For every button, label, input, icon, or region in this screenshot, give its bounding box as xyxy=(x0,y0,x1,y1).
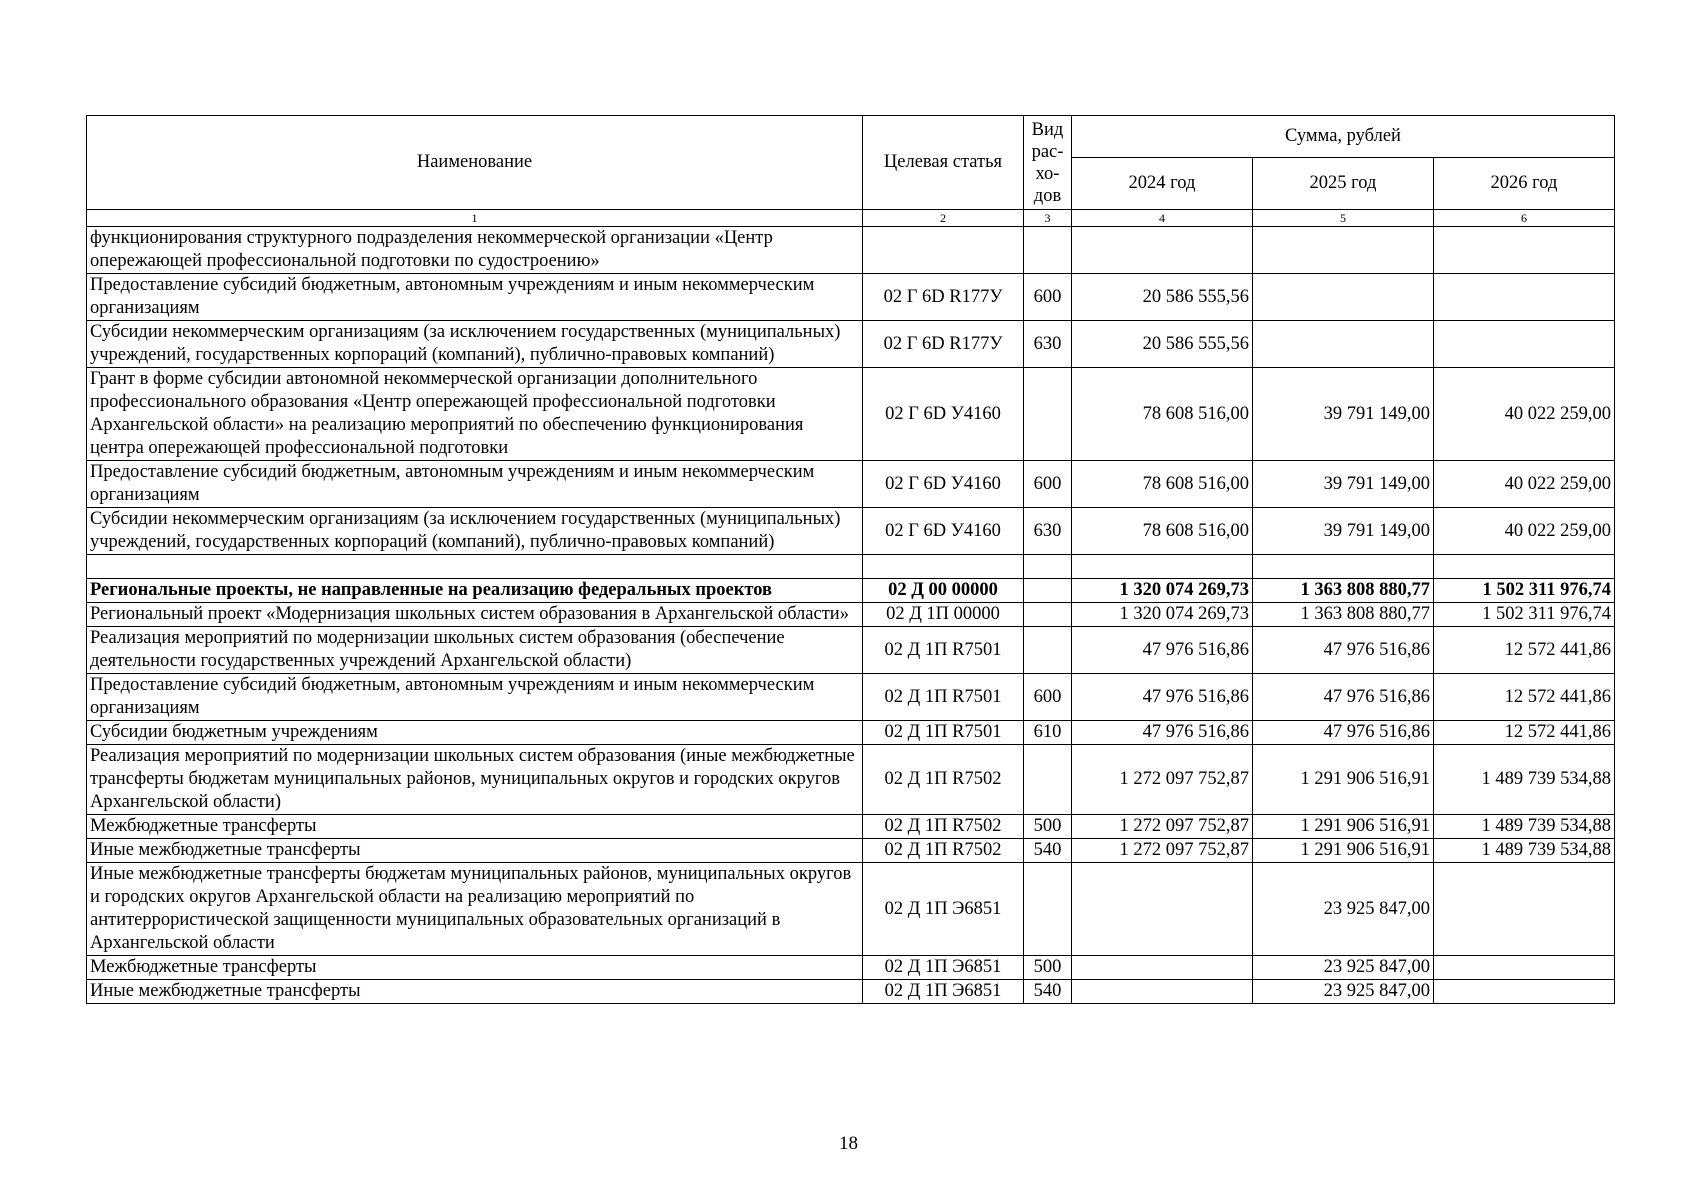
row-name: Региональный проект «Модернизация школьных систем образования в Архангельской области» xyxy=(87,603,863,627)
row-target-article: 02 Г 6D У4160 xyxy=(863,461,1024,508)
row-target-article: 02 Д 1П Э6851 xyxy=(863,956,1024,980)
table-row xyxy=(87,368,1615,461)
row-amount-2026 xyxy=(1434,274,1615,321)
row-name: Региональные проекты, не направленные на реализацию федеральных проектов xyxy=(87,579,863,603)
row-target-article xyxy=(863,227,1024,274)
row-target-article: 02 Г 6D У4160 xyxy=(863,508,1024,555)
row-amount-2026: 1 489 739 534,88 xyxy=(1434,815,1615,839)
row-expense-type: 500 xyxy=(1024,815,1072,839)
table-row xyxy=(87,627,1615,674)
row-expense-type: 600 xyxy=(1024,461,1072,508)
row-amount-2025: 1 291 906 516,91 xyxy=(1253,839,1434,863)
row-amount-2025 xyxy=(1253,227,1434,274)
table-row xyxy=(87,274,1615,321)
row-amount-2026: 1 502 311 976,74 xyxy=(1434,603,1615,627)
header-name: Наименование xyxy=(87,116,863,210)
row-amount-2024: 78 608 516,00 xyxy=(1072,461,1253,508)
page-number: 18 xyxy=(839,1133,858,1154)
row-amount-2025: 23 925 847,00 xyxy=(1253,863,1434,956)
row-amount-2026: 40 022 259,00 xyxy=(1434,508,1615,555)
table-row xyxy=(87,603,1615,627)
column-number: 1 xyxy=(87,210,863,227)
table-row xyxy=(87,508,1615,555)
row-amount-2024: 20 586 555,56 xyxy=(1072,321,1253,368)
row-amount-2026: 1 502 311 976,74 xyxy=(1434,579,1615,603)
row-expense-type: 600 xyxy=(1024,274,1072,321)
table-row xyxy=(87,555,1615,579)
table-row xyxy=(87,321,1615,368)
row-expense-type: 500 xyxy=(1024,956,1072,980)
row-expense-type xyxy=(1024,368,1072,461)
column-number: 6 xyxy=(1434,210,1615,227)
row-amount-2024: 1 320 074 269,73 xyxy=(1072,579,1253,603)
row-amount-2026: 12 572 441,86 xyxy=(1434,674,1615,721)
row-amount-2026: 12 572 441,86 xyxy=(1434,627,1615,674)
row-amount-2024 xyxy=(1072,863,1253,956)
row-target-article: 02 Д 1П R7501 xyxy=(863,674,1024,721)
row-expense-type xyxy=(1024,745,1072,815)
table-row xyxy=(87,745,1615,815)
row-amount-2026: 40 022 259,00 xyxy=(1434,368,1615,461)
row-target-article: 02 Д 1П R7502 xyxy=(863,815,1024,839)
budget-table xyxy=(86,115,1615,1004)
row-target-article: 02 Д 00 00000 xyxy=(863,579,1024,603)
table-row xyxy=(87,980,1615,1004)
row-amount-2024: 1 320 074 269,73 xyxy=(1072,603,1253,627)
row-expense-type xyxy=(1024,863,1072,956)
row-target-article: 02 Д 1П R7502 xyxy=(863,839,1024,863)
row-target-article: 02 Д 1П 00000 xyxy=(863,603,1024,627)
row-name xyxy=(87,555,863,579)
row-target-article: 02 Д 1П R7502 xyxy=(863,745,1024,815)
header-vid-line: Вид xyxy=(1031,119,1064,140)
row-amount-2025: 47 976 516,86 xyxy=(1253,674,1434,721)
row-name: Реализация мероприятий по модернизации школьных систем образования (обеспечение деятельности государственных учреждений Архангельской области) xyxy=(87,627,863,674)
row-amount-2024: 1 272 097 752,87 xyxy=(1072,745,1253,815)
row-name: Реализация мероприятий по модернизации школьных систем образования (иные межбюджетные трансферты бюджетам муниципальных районов, муниципальных округов и городских округов Архангельской области) xyxy=(87,745,863,815)
header-year-2026: 2026 год xyxy=(1434,158,1615,210)
header-expense-type xyxy=(1024,116,1072,210)
row-name: Межбюджетные трансферты xyxy=(87,815,863,839)
row-expense-type: 630 xyxy=(1024,508,1072,555)
row-amount-2024: 78 608 516,00 xyxy=(1072,508,1253,555)
row-expense-type: 610 xyxy=(1024,721,1072,745)
row-name: Предоставление субсидий бюджетным, автономным учреждениям и иным некоммерческим организациям xyxy=(87,274,863,321)
row-target-article: 02 Д 1П R7501 xyxy=(863,721,1024,745)
table-row xyxy=(87,227,1615,274)
header-row-top xyxy=(87,116,1615,158)
header-vid-line: рас- xyxy=(1031,141,1064,162)
row-amount-2024: 78 608 516,00 xyxy=(1072,368,1253,461)
row-target-article: 02 Д 1П Э6851 xyxy=(863,980,1024,1004)
table-row xyxy=(87,863,1615,956)
header-year-2025: 2025 год xyxy=(1253,158,1434,210)
row-amount-2025 xyxy=(1253,321,1434,368)
row-amount-2026 xyxy=(1434,227,1615,274)
table-row xyxy=(87,956,1615,980)
column-number: 5 xyxy=(1253,210,1434,227)
column-number: 2 xyxy=(863,210,1024,227)
row-amount-2024 xyxy=(1072,227,1253,274)
row-amount-2024: 1 272 097 752,87 xyxy=(1072,839,1253,863)
row-amount-2024: 47 976 516,86 xyxy=(1072,674,1253,721)
row-amount-2024 xyxy=(1072,555,1253,579)
row-name: Иные межбюджетные трансферты xyxy=(87,839,863,863)
row-name: Предоставление субсидий бюджетным, автономным учреждениям и иным некоммерческим организациям xyxy=(87,674,863,721)
row-target-article: 02 Г 6D R177У xyxy=(863,274,1024,321)
row-name: Иные межбюджетные трансферты xyxy=(87,980,863,1004)
row-amount-2026: 1 489 739 534,88 xyxy=(1434,745,1615,815)
header-sum: Сумма, рублей xyxy=(1072,116,1615,158)
column-number-row xyxy=(87,210,1615,227)
row-amount-2024: 1 272 097 752,87 xyxy=(1072,815,1253,839)
row-name: Субсидии бюджетным учреждениям xyxy=(87,721,863,745)
column-number: 3 xyxy=(1024,210,1072,227)
row-amount-2026 xyxy=(1434,980,1615,1004)
row-amount-2026: 40 022 259,00 xyxy=(1434,461,1615,508)
row-expense-type: 630 xyxy=(1024,321,1072,368)
row-amount-2024: 20 586 555,56 xyxy=(1072,274,1253,321)
row-name: Предоставление субсидий бюджетным, автономным учреждениям и иным некоммерческим организациям xyxy=(87,461,863,508)
header-target-article: Целевая статья xyxy=(863,116,1024,210)
row-expense-type: 600 xyxy=(1024,674,1072,721)
row-amount-2024: 47 976 516,86 xyxy=(1072,721,1253,745)
row-target-article xyxy=(863,555,1024,579)
row-name: Субсидии некоммерческим организациям (за исключением государственных (муниципальных) учреждений, государственных корпораций (компаний), публично-правовых компаний) xyxy=(87,321,863,368)
header-vid-line: хо- xyxy=(1035,163,1060,184)
row-name: Иные межбюджетные трансферты бюджетам муниципальных районов, муниципальных округов и городских округов Архангельской области на реализацию мероприятий по антитеррористической защищенности муниципальных образовательных организаций в Архангельской области xyxy=(87,863,863,956)
row-amount-2026: 12 572 441,86 xyxy=(1434,721,1615,745)
row-name: Субсидии некоммерческим организациям (за исключением государственных (муниципальных) учреждений, государственных корпораций (компаний), публично-правовых компаний) xyxy=(87,508,863,555)
row-amount-2024 xyxy=(1072,980,1253,1004)
row-amount-2025: 1 363 808 880,77 xyxy=(1253,603,1434,627)
row-expense-type: 540 xyxy=(1024,980,1072,1004)
row-amount-2025: 23 925 847,00 xyxy=(1253,956,1434,980)
row-amount-2026: 1 489 739 534,88 xyxy=(1434,839,1615,863)
header-vid-line: дов xyxy=(1033,185,1062,206)
table-row xyxy=(87,674,1615,721)
row-amount-2024 xyxy=(1072,956,1253,980)
row-name: Грант в форме субсидии автономной некоммерческой организации дополнительного профессионального образования «Центр опережающей профессиональной подготовки Архангельской области» на реализацию мероприятий по обеспечению функционирования центра опережающей профессиональной подготовки xyxy=(87,368,863,461)
row-amount-2025: 39 791 149,00 xyxy=(1253,508,1434,555)
row-name: Межбюджетные трансферты xyxy=(87,956,863,980)
row-expense-type xyxy=(1024,579,1072,603)
row-amount-2025: 39 791 149,00 xyxy=(1253,461,1434,508)
row-amount-2026 xyxy=(1434,321,1615,368)
row-amount-2024: 47 976 516,86 xyxy=(1072,627,1253,674)
row-expense-type: 540 xyxy=(1024,839,1072,863)
row-amount-2026 xyxy=(1434,956,1615,980)
row-amount-2025: 47 976 516,86 xyxy=(1253,627,1434,674)
table-body xyxy=(87,227,1615,1004)
table-row xyxy=(87,721,1615,745)
row-amount-2025 xyxy=(1253,555,1434,579)
row-expense-type xyxy=(1024,627,1072,674)
table-row xyxy=(87,461,1615,508)
row-target-article: 02 Д 1П Э6851 xyxy=(863,863,1024,956)
column-number: 4 xyxy=(1072,210,1253,227)
row-expense-type xyxy=(1024,555,1072,579)
row-amount-2025: 23 925 847,00 xyxy=(1253,980,1434,1004)
row-target-article: 02 Г 6D R177У xyxy=(863,321,1024,368)
row-amount-2025: 47 976 516,86 xyxy=(1253,721,1434,745)
table-row xyxy=(87,815,1615,839)
row-name: функционирования структурного подразделения некоммерческой организации «Центр опережающей профессиональной подготовки по судостроению» xyxy=(87,227,863,274)
table-row xyxy=(87,579,1615,603)
row-target-article: 02 Г 6D У4160 xyxy=(863,368,1024,461)
row-amount-2026 xyxy=(1434,555,1615,579)
header-year-2024: 2024 год xyxy=(1072,158,1253,210)
row-expense-type xyxy=(1024,227,1072,274)
row-target-article: 02 Д 1П R7501 xyxy=(863,627,1024,674)
row-amount-2025: 1 291 906 516,91 xyxy=(1253,815,1434,839)
row-amount-2025 xyxy=(1253,274,1434,321)
row-amount-2025: 1 291 906 516,91 xyxy=(1253,745,1434,815)
row-amount-2026 xyxy=(1434,863,1615,956)
row-expense-type xyxy=(1024,603,1072,627)
row-amount-2025: 39 791 149,00 xyxy=(1253,368,1434,461)
table-row xyxy=(87,839,1615,863)
row-amount-2025: 1 363 808 880,77 xyxy=(1253,579,1434,603)
